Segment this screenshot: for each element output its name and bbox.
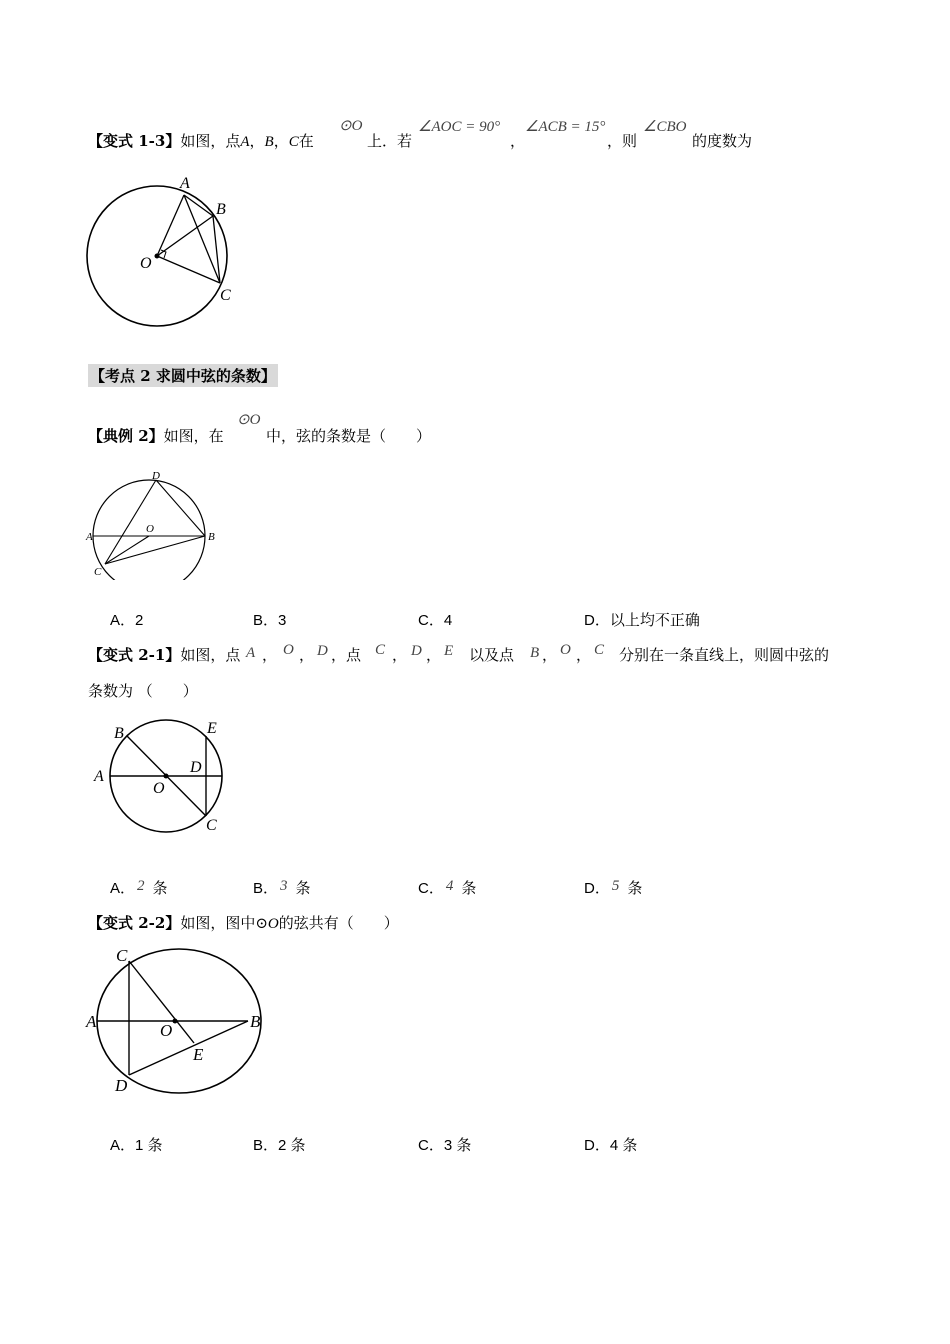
figure-2-1 (90, 712, 230, 837)
label-b: B (114, 725, 124, 742)
question-label: 【变式 1-3】 (88, 132, 181, 150)
label-a: A (86, 531, 93, 543)
example-label: 【典例 2】 (88, 427, 164, 445)
question-1-3-text: 【变式 1-3】如图，点A，B，C在 (88, 132, 314, 150)
example-2-text: 【典例 2】如图，在 (88, 427, 224, 445)
option-b[interactable]: B．3 (253, 612, 287, 629)
label-b: B (216, 201, 226, 218)
label-e: E (193, 1045, 204, 1064)
option-d[interactable]: D．以上均不正确 (584, 612, 700, 629)
chord-db (129, 1021, 248, 1075)
option-a[interactable]: A．1 条 (110, 1137, 163, 1154)
question-2-2-text: 【变式 2-2】如图，图中⊙O的弦共有（ ） (88, 914, 399, 932)
option-b[interactable]: B． 3 条 (253, 878, 311, 897)
label-c: C (220, 287, 231, 304)
figure-example-2 (84, 468, 224, 580)
question-label: 【变式 2-1】 (88, 646, 181, 664)
label-o: O (146, 523, 154, 535)
label-a: A (94, 768, 104, 785)
label-b: B (250, 1012, 261, 1031)
figure-1-3 (80, 170, 250, 335)
label-d: D (190, 759, 202, 776)
option-d[interactable]: D．4 条 (584, 1137, 638, 1154)
question-text: 上．若 (367, 132, 413, 150)
label-o: O (153, 780, 165, 797)
segment-co (105, 536, 149, 564)
label-c: C (206, 817, 217, 834)
circle-o-symbol: ⊙O (237, 412, 261, 428)
label-e: E (207, 720, 217, 737)
option-a[interactable]: A． 2 条 (110, 878, 168, 897)
option-a[interactable]: A．2 (110, 612, 144, 629)
label-c: C (94, 566, 102, 578)
center-point (155, 254, 160, 259)
option-c[interactable]: C． 4 条 (418, 878, 477, 897)
right-angle-mark (161, 250, 166, 258)
question-label: 【变式 2-2】 (88, 914, 181, 932)
label-o: O (140, 255, 152, 272)
angle-cbo: ∠CBO (643, 119, 687, 135)
figure-2-2 (84, 942, 269, 1097)
center-point (164, 774, 169, 779)
circle-o-symbol: ⊙O (339, 118, 363, 134)
label-a: A (86, 1012, 97, 1031)
option-b[interactable]: B．2 条 (253, 1137, 306, 1154)
label-b: B (208, 531, 215, 543)
option-c[interactable]: C．4 (418, 612, 453, 629)
section-heading: 【考点 2 求圆中弦的条数】 (88, 364, 278, 387)
label-a: A (180, 175, 190, 192)
center-point (173, 1019, 178, 1024)
label-d: D (115, 1076, 128, 1095)
angle-acb: ∠ACB = 15° (525, 119, 606, 135)
option-c[interactable]: C．3 条 (418, 1137, 472, 1154)
label-o: O (160, 1021, 173, 1040)
angle-aoc: ∠AOC = 90° (418, 119, 501, 135)
question-2-1-text: 【变式 2-1】如图，点 (88, 646, 241, 664)
option-d[interactable]: D． 5 条 (584, 878, 643, 897)
label-c: C (116, 946, 128, 965)
label-d: D (152, 470, 160, 482)
